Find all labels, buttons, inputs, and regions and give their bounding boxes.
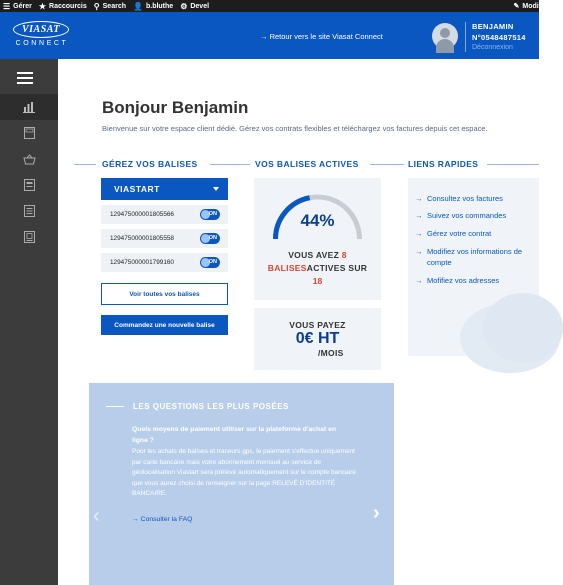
admin-item-label: Gérer (13, 2, 32, 10)
balise-number: 129475000001805566 (110, 211, 174, 218)
invoice-icon (24, 179, 35, 191)
avatar[interactable] (432, 23, 458, 49)
chevron-right-icon[interactable]: › (373, 502, 380, 524)
admin-item-shortcuts[interactable] (39, 2, 87, 11)
viasat-logo[interactable] (13, 21, 71, 53)
star-icon: ★ (38, 1, 47, 11)
arrow-right-icon: → (415, 194, 423, 203)
wrench-icon: ✎ (513, 3, 520, 10)
faq-question: Quels moyens de paiement utiliser sur la plateforme d'achat en ligne ? (132, 426, 337, 444)
admin-item-user[interactable] (133, 2, 173, 11)
menu-icon[interactable] (17, 72, 33, 84)
gauge-percent: 44% (300, 211, 335, 230)
user-id: N°0548487514 (472, 33, 526, 42)
arrow-right-icon: → (415, 229, 423, 238)
search-icon: ⚲ (93, 1, 100, 11)
logout-link[interactable]: Déconnexion (472, 44, 513, 51)
contract-select[interactable] (101, 178, 228, 200)
logo-wordmark: VIASAT (13, 21, 69, 38)
document-icon (24, 205, 35, 217)
faq-link[interactable]: → Consulter la FAQ (132, 516, 193, 523)
sidebar-item-account[interactable] (0, 224, 58, 250)
balise-toggle[interactable] (200, 209, 220, 220)
admin-item-label: Devel (190, 2, 210, 10)
chevron-down-icon (213, 187, 219, 191)
page-title: Bonjour Benjamin (102, 98, 249, 117)
admin-item-label: b.bluthe (145, 2, 174, 10)
avatar-body (436, 39, 454, 53)
active-prefix: VOUS AVEZ (288, 250, 342, 260)
arrow-right-icon: → (415, 276, 423, 285)
admin-item-label: Search (102, 2, 126, 10)
balise-row (101, 229, 228, 248)
quick-link-label: Consultez vos factures (427, 194, 503, 203)
sidebar-item-calculator[interactable] (0, 120, 58, 146)
admin-item-manage[interactable] (3, 2, 32, 11)
user-name: BENJAMIN (472, 22, 514, 31)
quick-link-label: Gérez votre contrat (427, 229, 492, 238)
admin-item-devel[interactable] (180, 2, 209, 11)
section-divider (487, 164, 539, 165)
balise-row (101, 253, 228, 272)
section-title-balises: GÉREZ VOS BALISES (102, 159, 198, 169)
decorative-circle (483, 293, 563, 363)
chevron-left-icon[interactable]: ‹ (93, 505, 100, 527)
user-divider (465, 22, 466, 52)
balise-toggle[interactable] (200, 257, 220, 268)
sidebar-item-documents[interactable] (0, 198, 58, 224)
toggle-label: ON (208, 211, 217, 217)
faq-title: LES QUESTIONS LES PLUS POSÉES (133, 402, 289, 411)
active-count-line1 (254, 250, 381, 260)
faq-divider (106, 406, 124, 407)
user-icon: 👤 (133, 1, 143, 11)
order-balise-button[interactable]: Commandez une nouvelle balise (101, 315, 228, 335)
admin-item-label: Raccourcis (49, 2, 87, 10)
admin-toolbar (0, 0, 543, 12)
admin-item-search[interactable] (94, 2, 126, 11)
active-highlight: BALISES (267, 263, 307, 273)
calculator-icon (24, 127, 35, 139)
section-divider (210, 164, 250, 165)
quick-link-label: Suivez vos commandes (427, 211, 507, 220)
section-divider (74, 164, 96, 165)
active-count: 8 (341, 250, 347, 260)
balise-row (101, 205, 228, 224)
active-rest: ACTIVES SUR (306, 263, 368, 273)
page-subtitle: Bienvenue sur votre espace client dédié. Gérez vos contrats flexibles et téléchargez vos factures depuis cet espace. (102, 124, 488, 133)
toggle-label: ON (208, 259, 217, 265)
toggle-label: ON (208, 235, 217, 241)
sidebar-item-invoices[interactable] (0, 172, 58, 198)
payment-period: /MOIS (318, 348, 344, 358)
active-count-line2 (254, 263, 381, 273)
balise-number: 129475000001805558 (110, 235, 174, 242)
active-balises-card (254, 178, 381, 300)
chart-icon (23, 101, 35, 113)
arrow-right-icon: → (415, 247, 423, 256)
admin-item-label: Modifi (522, 2, 543, 10)
sidebar-item-shop[interactable] (0, 146, 58, 172)
section-title-active: VOS BALISES ACTIVES (255, 159, 359, 169)
quick-link-label: Mofifiez vos adresses (427, 276, 500, 285)
gear-icon: ⚙ (180, 1, 188, 11)
avatar-head (440, 28, 450, 38)
return-to-site-link[interactable]: → Retour vers le site Viasat Connect (260, 32, 383, 41)
faq-answer: Pour les achats de balises et traceurs gps, le paiement s'effectue uniquement par carte bancaire mais votre abonnement mensuel au service de géolocalisation Viastart sera prélevé automatiquement sur le compte bancaire que vous aurez choisi de renseigner sur la page RELEVÉ D'IDENTITÉ BANCAIRE. (132, 448, 356, 498)
menu-icon: ☰ (3, 1, 11, 11)
section-divider (370, 164, 404, 165)
admin-item-edit[interactable] (514, 0, 543, 12)
sidebar-item-dashboard[interactable] (0, 94, 58, 120)
basket-icon (23, 154, 36, 165)
payment-label: VOUS PAYEZ (289, 320, 346, 330)
balise-number: 129475000001799160 (110, 259, 174, 266)
quick-link-label: Modifiez vos informations de compte (427, 247, 523, 267)
id-card-icon (24, 231, 35, 243)
balise-toggle[interactable] (200, 233, 220, 244)
arrow-right-icon: → (415, 211, 423, 220)
logo-subtitle: CONNECT (15, 40, 69, 47)
payment-amount: 0€ HT (295, 330, 340, 347)
site-header (0, 12, 539, 59)
sidebar (0, 59, 58, 585)
section-title-links: LIENS RAPIDES (408, 159, 479, 169)
see-all-balises-button[interactable]: Voir toutes vos balises (101, 283, 228, 305)
active-total: 18 (312, 276, 323, 286)
contract-select-value: VIASTART (114, 184, 160, 194)
